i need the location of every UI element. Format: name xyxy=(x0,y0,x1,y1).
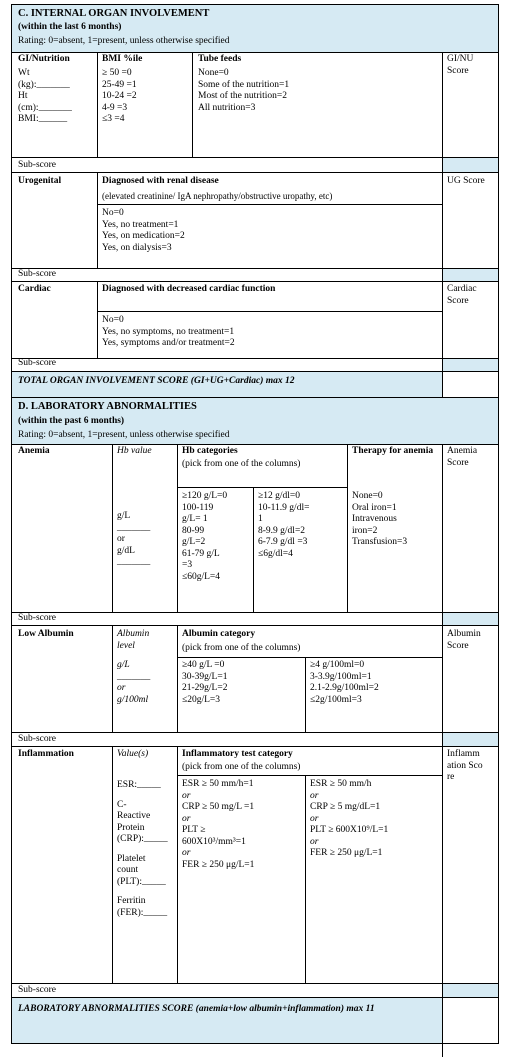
urogenital-options: No=0 Yes, no treatment=1 Yes, on medication=2 Yes, on dialysis=3 xyxy=(102,208,185,253)
therapy-header: Therapy for anemia xyxy=(352,446,434,456)
cardiac-subscore-cell[interactable] xyxy=(443,359,498,371)
gi-nutrition-label: GI/Nutrition xyxy=(18,54,70,64)
gi-score-label: GI/NU Score xyxy=(447,54,474,76)
inflammation-values-header: Value(s) xyxy=(117,749,149,759)
section-c-title: C. INTERNAL ORGAN INVOLVEMENT xyxy=(18,8,210,19)
hb-gdl-options: ≥12 g/dl=0 10-11.9 g/dl= 1 8-9.9 g/dl=2 6-7.9 g/dl =3 ≤6g/dl=4 xyxy=(258,491,310,559)
cardiac-subscore-label: Sub-score xyxy=(18,358,56,368)
low-albumin-label: Low Albumin xyxy=(18,629,74,639)
ug-subscore-label: Sub-score xyxy=(18,269,56,279)
inflammation-subscore-cell[interactable] xyxy=(443,984,498,997)
inflammation-values: ESR:_____ C- Reactive Protein (CRP):_____ Platelet count (PLT):_____ Ferritin (FER):_____ xyxy=(117,780,168,918)
albumin-g100ml-options: ≥4 g/100ml=0 3-3.9g/100ml=1 2.1-2.9g/100ml=2 ≤2g/100ml=3 xyxy=(310,660,379,705)
organ-total-cell[interactable] xyxy=(443,372,498,397)
hb-categories-header: Hb categories xyxy=(182,446,238,456)
section-d-subtitle: (within the past 6 months) xyxy=(18,416,125,426)
therapy-options: None=0 Oral iron=1 Intravenous iron=2 Transfusion=3 xyxy=(352,491,408,547)
assessment-form xyxy=(11,4,499,1044)
cardiac-options: No=0 Yes, no symptoms, no treatment=1 Yes, symptoms and/or treatment=2 xyxy=(102,315,235,348)
urogenital-header: Diagnosed with renal disease xyxy=(102,176,219,186)
urogenital-subheader: (elevated creatinine/ IgA nephropathy/obstructive uropathy, etc) xyxy=(102,191,333,201)
albumin-score-label: Albumin Score xyxy=(447,629,481,651)
albumin-gl-options: ≥40 g/L =0 30-39g/L=1 21-29g/L=2 ≤20g/L=3 xyxy=(182,660,228,705)
cardiac-label: Cardiac xyxy=(18,284,51,294)
inflammatory-category-header: Inflammatory test category xyxy=(182,749,293,759)
section-d-title: D. LABORATORY ABNORMALITIES xyxy=(18,401,197,412)
section-d-rating: Rating: 0=absent, 1=present, unless otherwise specified xyxy=(18,430,230,440)
albumin-subscore-cell[interactable] xyxy=(443,733,498,746)
albumin-level-header: Albumin level xyxy=(117,629,150,651)
lab-total-cell[interactable] xyxy=(443,998,498,1043)
anemia-subscore-label: Sub-score xyxy=(18,613,56,623)
albumin-units: g/L _______ or g/100ml xyxy=(117,660,151,705)
tube-feeds-options: None=0 Some of the nutrition=1 Most of the nutrition=2 All nutrition=3 xyxy=(198,68,290,113)
albumin-category-header: Albumin category xyxy=(182,629,256,639)
bmi-header: BMI %ile xyxy=(102,54,143,64)
inflammation-score-label: Inflammation Score xyxy=(447,749,483,783)
hb-categories-note: (pick from one of the columns) xyxy=(182,459,301,469)
section-c-subtitle: (within the last 6 months) xyxy=(18,22,122,32)
hb-value-header: Hb value xyxy=(117,446,152,456)
inflammatory-col1-options: ESR ≥ 50 mm/h=1 or CRP ≥ 50 mg/L =1 or PLT ≥ 600X10³/mm³=1 or FER ≥ 250 μg/L=1 xyxy=(182,779,255,870)
albumin-category-note: (pick from one of the columns) xyxy=(182,643,301,653)
ug-score-label: UG Score xyxy=(447,176,485,186)
bmi-options: ≥ 50 =0 25-49 =1 10-24 =2 4-9 =3 ≤3 =4 xyxy=(102,68,137,124)
section-c-rating: Rating: 0=absent, 1=present, unless otherwise specified xyxy=(18,36,230,46)
gi-subscore-label: Sub-score xyxy=(18,160,56,170)
inflammatory-category-note: (pick from one of the columns) xyxy=(182,762,301,772)
gi-subscore-cell[interactable] xyxy=(443,158,498,172)
anemia-label: Anemia xyxy=(18,446,50,456)
gi-measures: Wt (kg):_______ Ht (cm):_______ BMI:______ xyxy=(18,68,72,124)
ug-subscore-cell[interactable] xyxy=(443,269,498,281)
cardiac-header: Diagnosed with decreased cardiac function xyxy=(102,284,276,294)
organ-total-label: TOTAL ORGAN INVOLVEMENT SCORE (GI+UG+Cardiac) max 12 xyxy=(18,376,295,386)
inflammation-label: Inflammation xyxy=(18,749,74,759)
hb-units: g/L _______ or g/dL _______ xyxy=(117,511,151,567)
anemia-score-label: Anemia Score xyxy=(447,446,478,468)
anemia-subscore-cell[interactable] xyxy=(443,613,498,625)
lab-total-label: LABORATORY ABNORMALITIES SCORE (anemia+low albumin+inflammation) max 11 xyxy=(18,1004,375,1014)
hb-gl-options: ≥120 g/L=0 100-119 g/L= 1 80-99 g/L=2 61-79 g/L =3 ≤60g/L=4 xyxy=(182,491,228,582)
inflammatory-col2-options: ESR ≥ 50 mm/h or CRP ≥ 5 mg/dL=1 or PLT ≥ 600X10⁹/L=1 or FER ≥ 250 μg/L=1 xyxy=(310,779,389,858)
tube-feeds-header: Tube feeds xyxy=(198,54,242,64)
inflammation-subscore-label: Sub-score xyxy=(18,985,56,995)
albumin-subscore-label: Sub-score xyxy=(18,734,56,744)
cardiac-score-label: Cardiac Score xyxy=(447,284,477,306)
urogenital-label: Urogenital xyxy=(18,176,62,186)
